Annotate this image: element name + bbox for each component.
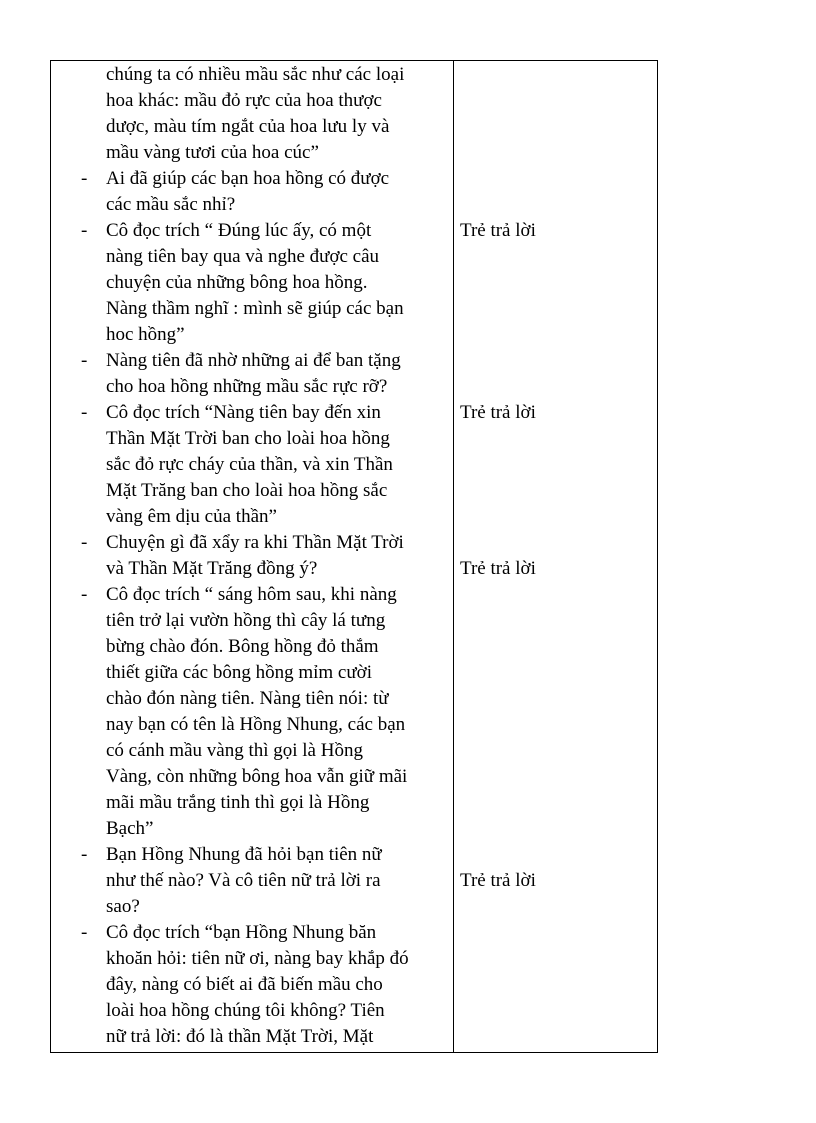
text-line: Ai đã giúp các bạn hoa hồng có được	[106, 168, 390, 189]
text-line: chào đón nàng tiên. Nàng tiên nói: từ	[106, 688, 389, 709]
text-line: hoa khác: mầu đỏ rực của hoa thược	[106, 90, 382, 111]
text-line: và Thần Mặt Trăng đồng ý?	[106, 558, 318, 579]
text-line: Cô đọc trích “ Đúng lúc ấy, có một	[106, 220, 372, 241]
bullet-dash: -	[81, 922, 88, 943]
text-line: Mặt Trăng ban cho loài hoa hồng sắc	[106, 480, 388, 501]
text-line: nữ trả lời: đó là thần Mặt Trời, Mặt	[106, 1026, 374, 1047]
text-line: nàng tiên bay qua và nghe được câu	[106, 246, 380, 267]
child-response: Trẻ trả lời	[460, 870, 536, 891]
child-response: Trẻ trả lời	[460, 402, 536, 423]
bullet-dash: -	[81, 844, 88, 865]
text-line: đây, nàng có biết ai đã biến mầu cho	[106, 974, 383, 995]
response-column	[454, 61, 658, 1052]
text-line: Thần Mặt Trời ban cho loài hoa hồng	[106, 428, 390, 449]
text-line: nay bạn có tên là Hồng Nhung, các bạn	[106, 714, 406, 735]
text-line: Nàng tiên đã nhờ những ai để ban tặng	[106, 350, 401, 371]
text-line: vàng êm dịu của thần”	[106, 506, 277, 527]
text-line: Bạn Hồng Nhung đã hỏi bạn tiên nữ	[106, 844, 382, 865]
lesson-table	[50, 60, 658, 1053]
text-line: cho hoa hồng những mầu sắc rực rỡ?	[106, 376, 388, 397]
text-line: Cô đọc trích “ sáng hôm sau, khi nàng	[106, 584, 397, 605]
text-line: Bạch”	[106, 818, 154, 839]
bullet-dash: -	[81, 584, 88, 605]
text-line: Cô đọc trích “Nàng tiên bay đến xin	[106, 402, 381, 423]
bullet-dash: -	[81, 402, 88, 423]
text-line: như thế nào? Và cô tiên nữ trả lời ra	[106, 870, 381, 891]
text-line: loài hoa hồng chúng tôi không? Tiên	[106, 1000, 385, 1021]
text-line: tiên trở lại vườn hồng thì cây lá tưng	[106, 610, 386, 631]
text-line: sắc đỏ rực cháy của thần, và xin Thần	[106, 454, 393, 475]
text-line: bừng chào đón. Bông hồng đỏ thắm	[106, 636, 379, 657]
text-line: chúng ta có nhiều mầu sắc như các loại	[106, 64, 405, 85]
text-line: hoc hồng”	[106, 324, 185, 345]
text-line: chuyện của những bông hoa hồng.	[106, 272, 368, 293]
bullet-dash: -	[81, 350, 88, 371]
bullet-dash: -	[81, 220, 88, 241]
text-line: mãi mầu trắng tinh thì gọi là Hồng	[106, 792, 370, 813]
child-response: Trẻ trả lời	[460, 220, 536, 241]
text-line: mầu vàng tươi của hoa cúc”	[106, 142, 319, 163]
text-line: khoăn hỏi: tiên nữ ơi, nàng bay khắp đó	[106, 948, 409, 969]
text-line: các mầu sắc nhỉ?	[106, 194, 236, 215]
text-line: thiết giữa các bông hồng mỉm cười	[106, 662, 372, 683]
bullet-dash: -	[81, 532, 88, 553]
text-line: Cô đọc trích “bạn Hồng Nhung băn	[106, 922, 377, 943]
text-line: có cánh mầu vàng thì gọi là Hồng	[106, 740, 363, 761]
child-response: Trẻ trả lời	[460, 558, 536, 579]
bullet-dash: -	[81, 168, 88, 189]
text-line: sao?	[106, 896, 140, 917]
text-line: dược, màu tím ngắt của hoa lưu ly và	[106, 116, 390, 137]
text-line: Vàng, còn những bông hoa vẫn giữ mãi	[106, 766, 408, 787]
text-line: Nàng thầm nghĩ : mình sẽ giúp các bạn	[106, 298, 404, 319]
text-line: Chuyện gì đã xẩy ra khi Thần Mặt Trời	[106, 532, 404, 553]
